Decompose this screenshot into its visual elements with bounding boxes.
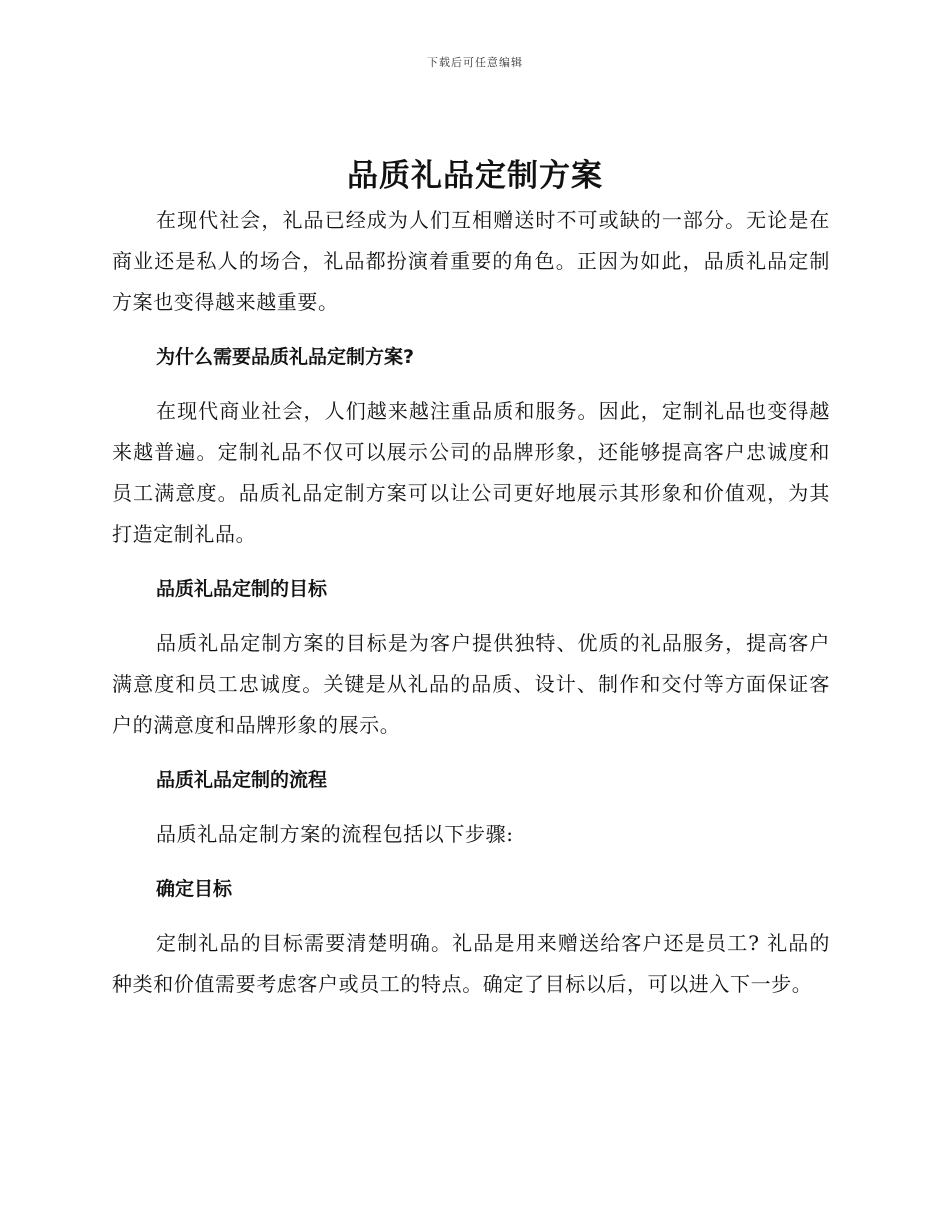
section-heading-goal: 品质礼品定制的目标 (156, 578, 328, 600)
section-heading-why: 为什么需要品质礼品定制方案? (156, 346, 415, 368)
section-body-goal: 品质礼品定制方案的目标是为客户提供独特、优质的礼品服务，提高客户满意度和员工忠诚度。关键是从礼品的品质、设计、制作和交付等方面保证客户的满意度和品牌形象的展示。 (112, 631, 830, 737)
section-heading-process: 品质礼品定制的流程 (156, 769, 328, 791)
page-title: 品质礼品定制方案 (347, 158, 603, 194)
section-body-define-goal: 定制礼品的目标需要清楚明确。礼品是用来赠送给客户还是员工? 礼品的种类和价值需要考虑客户或员工的特点。确定了目标以后，可以进入下一步。 (112, 931, 830, 996)
section-body-why: 在现代商业社会，人们越来越注重品质和服务。因此，定制礼品也变得越来越普遍。定制礼品不仅可以展示公司的品牌形象，还能够提高客户忠诚度和员工满意度。品质礼品定制方案可以让公司更好地展示其形象和价值观，为其打造定制礼品。 (112, 399, 830, 546)
section-body-process: 品质礼品定制方案的流程包括以下步骤: (156, 822, 514, 846)
intro-paragraph: 在现代社会，礼品已经成为人们互相赠送时不可或缺的一部分。无论是在商业还是私人的场合，礼品都扮演着重要的角色。正因为如此，品质礼品定制方案也变得越来越重要。 (112, 208, 830, 314)
section-heading-define-goal: 确定目标 (156, 878, 233, 900)
document-body (112, 200, 830, 1005)
header-note: 下载后可任意编辑 (427, 56, 523, 69)
